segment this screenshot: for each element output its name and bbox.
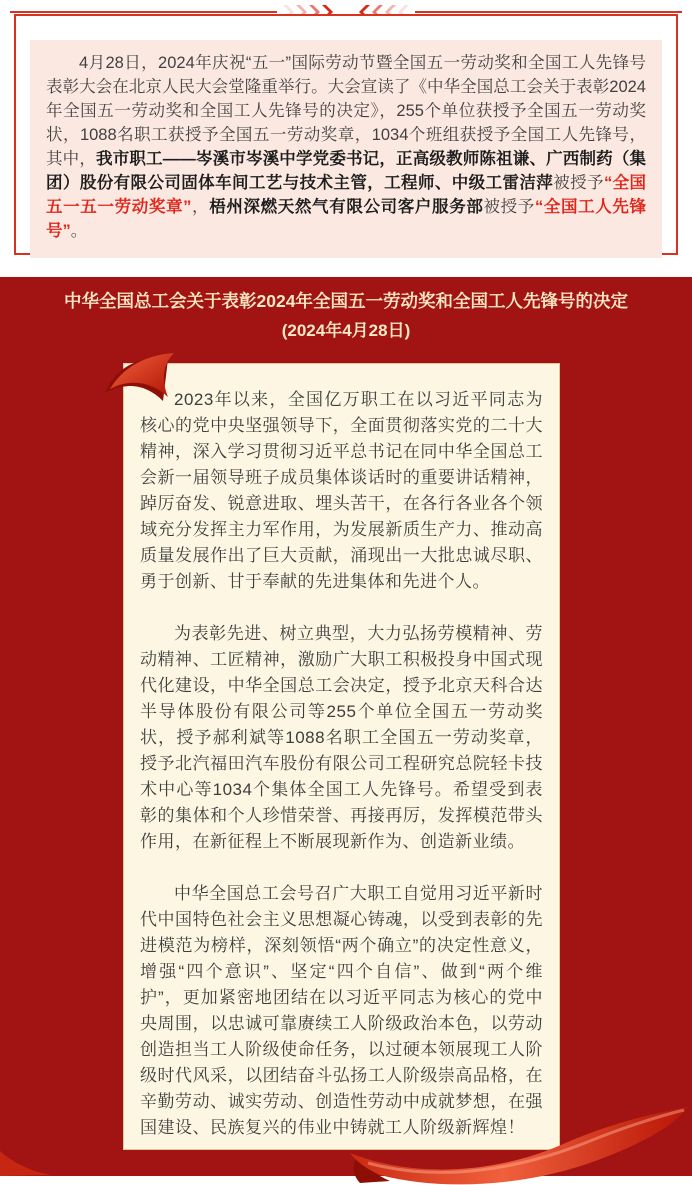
decision-body-box: [123, 363, 560, 1150]
divider-line-right: [415, 11, 682, 13]
ribbon-corner-icon: [0, 1146, 52, 1176]
notice-honorees-text: 我市职工——岑溪市岑溪中学党委书记，正高级教师陈祖谦、广西制药（集团）股份有限公司固体车间工艺与技术主管，工程师、中级工雷洁萍: [46, 150, 647, 192]
decision-paragraph: 中华全国总工会号召广大职工自觉用习近平新时代中国特色社会主义思想凝心铸魂，以受到表彰的先进模范为榜样，深刻领悟“两个确立”的决定性意义，增强“四个意识”、坚定“四个自信”、做到“两个维护”，更加紧密地团结在以习近平同志为核心的党中央周围，以忠诚可靠赓续工人阶级政治本色，以劳动创造担当工人阶级使命任务，以过硬本领展现工人阶级时代风采，以团结奋斗弘扬工人阶级崇高品格，在辛勤劳动、诚实劳动、创造性劳动中成就梦想，在强国建设、民族复兴的伟业中铸就工人阶级新辉煌！: [140, 884, 543, 1137]
notice-award1-text: “全国五一五一劳动奖章”: [46, 174, 647, 216]
ribbon-fold-icon: [102, 351, 176, 405]
notice-mid2-text: ，: [191, 198, 210, 216]
decision-title: 中华全国总工会关于表彰2024年全国五一劳动奖和全国工人先锋号的决定: [64, 291, 628, 311]
ribbon-wave-icon: [346, 1103, 692, 1185]
notice-lead-text: 4月28日，2024年庆祝“五一”国际劳动节暨全国五一劳动奖和全国工人先锋号表彰大会在北京人民大会堂隆重举行。大会宣读了《中华全国总工会关于表彰2024年全国五一劳动奖和全国工人先锋号的决定》，255个单位获授予全国五一劳动奖状，1088名职工获授予全国五一劳动奖章，1034个班组获授予全国工人先锋号，其中，: [46, 54, 646, 168]
notice-tail-text: 。: [70, 222, 88, 240]
notice-award2-text: “全国工人先锋号”: [46, 198, 647, 240]
news-notice-box: [14, 14, 678, 255]
notice-honoree2-text: 梧州深燃天然气有限公司客户服务部: [209, 198, 484, 216]
decision-paragraph: 2023年以来，全国亿万职工在以习近平同志为核心的党中央坚强领导下，全面贯彻落实党的二十大精神，深入学习贯彻习近平总书记在同中华全国总工会新一届领导班子成员集体谈话时的重要讲话精神，踔厉奋发、锐意进取、埋头苦干，在各行各业各个领域充分发挥主力军作用，为发展新质生产力、推动高质量发展作出了巨大贡献，涌现出一大批忠诚尽职、勇于创新、甘于奉献的先进集体和先进个人。: [140, 390, 543, 591]
decision-date: (2024年4月28日): [281, 321, 411, 340]
news-notice-paragraph: [46, 51, 646, 243]
decision-section: [0, 277, 692, 1176]
news-notice-inner: [30, 40, 662, 258]
notice-mid3-text: 被授予: [483, 198, 535, 216]
notice-mid1-text: 被授予: [553, 174, 604, 192]
decision-paragraph: 为表彰先进、树立典型，大力弘扬劳模精神、劳动精神、工匠精神，激励广大职工积极投身中国式现代化建设，中华全国总工会决定，授予北京天科合达半导体股份有限公司等255个单位全国五一劳动奖状，授予郝利斌等1088名职工全国五一劳动奖章，授予北汽福田汽车股份有限公司工程研究总院轻卡技术中心等1034个集体全国工人先锋号。希望受到表彰的集体和个人珍惜荣誉、再接再厉，发挥模范带头作用，在新征程上不断展现新作为、创造新业绩。: [140, 624, 543, 851]
divider-line-left: [10, 11, 277, 13]
